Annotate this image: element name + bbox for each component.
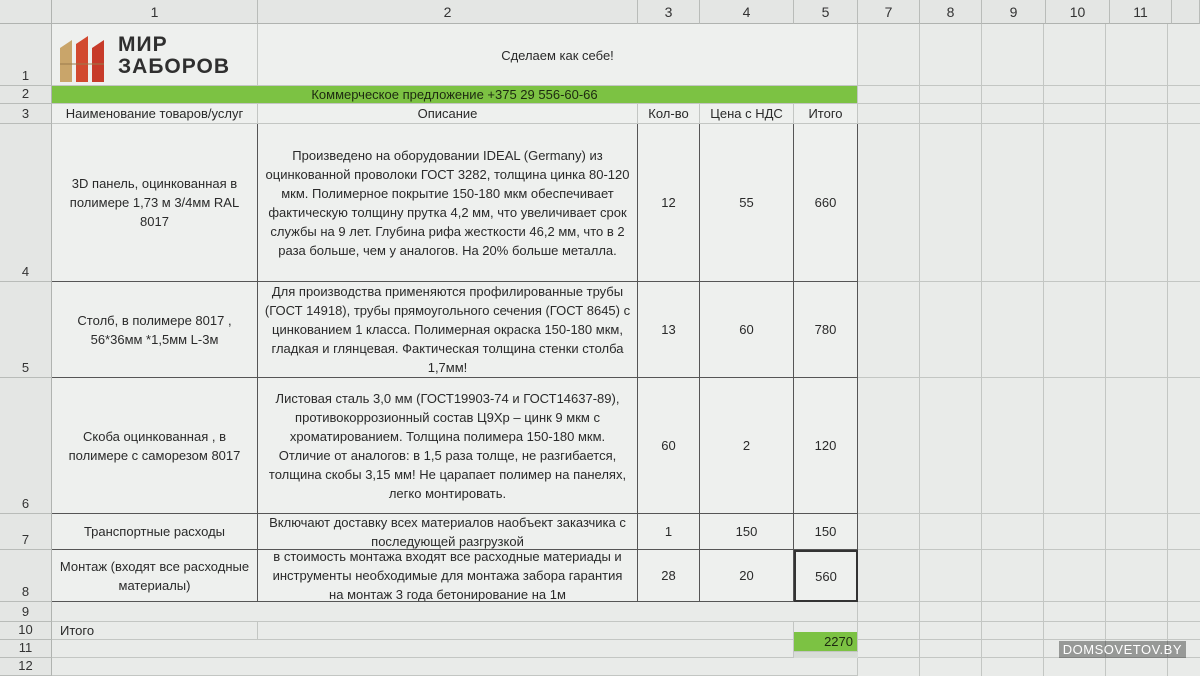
row-header-11[interactable]: 11 (0, 640, 52, 658)
summary-label-cell[interactable] (52, 622, 258, 640)
column-header-extra[interactable] (1172, 0, 1200, 24)
header-qty-text: Кол-во (648, 106, 689, 121)
item-name: Транспортные расходы (83, 524, 226, 539)
header-name-text: Наименование товаров/услуг (65, 106, 244, 121)
column-header-9[interactable]: 9 (982, 0, 1046, 24)
company-logo (58, 34, 118, 84)
table-row-name[interactable] (52, 124, 258, 282)
header-name[interactable] (52, 104, 258, 124)
column-header-5[interactable]: 5 (794, 0, 858, 24)
row-header-10[interactable]: 10 (0, 622, 52, 640)
item-price: 60 (739, 322, 754, 337)
empty-cell-r11[interactable] (52, 640, 794, 658)
table-row-description[interactable] (258, 514, 638, 550)
empty-row-9[interactable] (52, 602, 858, 622)
row-header-2[interactable]: 2 (0, 86, 52, 104)
table-row-qty[interactable] (638, 378, 700, 514)
slogan-cell[interactable] (258, 24, 858, 86)
column-header-11[interactable]: 11 (1110, 0, 1172, 24)
table-row-description[interactable] (258, 550, 638, 602)
item-description: Произведено на оборудовании IDEAL (Germany) из оцинкованной проволоки ГОСТ 3282, толщина цинка 80-120 мкм. Полимерное покрытие 150-180 мкм обеспечивает фактическую толщину прутка 4,2 мм, что увеличивает срок службы на 9 лет. Глубина рифа жесткости 46,2 мм, что в 2 раза больше, чем у аналогов. На 20% больше металла. (265, 147, 630, 258)
item-description: Для производства применяются профилированные трубы (ГОСТ 14918), трубы прямоугольного сечения (ГОСТ 8645) с цинкованием 1 класса. Полимерная окраска 150-180 мкм, гладкая и глянцевая. Фактическая толщина стенки столба 1,7мм! (264, 284, 631, 375)
table-row-price[interactable] (700, 282, 794, 378)
table-row-total[interactable] (794, 550, 858, 602)
header-description[interactable] (258, 104, 638, 124)
row-header-9[interactable]: 9 (0, 602, 52, 622)
item-price: 150 (735, 524, 758, 539)
row-header-7[interactable]: 7 (0, 514, 52, 550)
item-qty: 1 (664, 524, 673, 539)
table-row-name[interactable] (52, 378, 258, 514)
banner-text: Коммерческое предложение +375 29 556-60-66 (311, 87, 598, 102)
watermark: DOMSOVETOV.BY (1059, 641, 1186, 658)
row-header-5[interactable]: 5 (0, 282, 52, 378)
table-row-price[interactable] (700, 514, 794, 550)
logo-line-2: ЗАБОРОВ (118, 55, 230, 78)
table-row-description[interactable] (258, 282, 638, 378)
table-row-total[interactable] (794, 124, 858, 282)
item-price: 2 (742, 438, 751, 453)
item-description: Листовая сталь 3,0 мм (ГОСТ19903-74 и ГОСТ14637-89), противокоррозионный состав Ц9Хр – цинк 9 мкм с хроматированием. Толщина полимера 150-180 мкм. Отличие от аналогов: в 1,5 раза толще, не разгибается, толщина скобы 3,15 мм! Не царапает полимер на панелях, легко монтировать. (268, 390, 627, 501)
item-qty: 12 (661, 195, 676, 210)
item-total: 560 (815, 568, 837, 584)
header-total[interactable] (794, 104, 858, 124)
column-header-2[interactable]: 2 (258, 0, 638, 24)
column-header-7[interactable]: 7 (858, 0, 920, 24)
item-total: 150 (814, 524, 837, 539)
empty-row-lines (858, 24, 1200, 676)
table-row-name[interactable] (52, 550, 258, 602)
logo-line-1: МИР (118, 33, 168, 56)
row-header-3[interactable]: 3 (0, 104, 52, 124)
item-name: Монтаж (входят все расходные материалы) (59, 558, 250, 593)
item-qty: 60 (661, 438, 676, 453)
table-row-description[interactable] (258, 124, 638, 282)
item-description: Включают доставку всех материалов наобъект заказчика с последующей разгрузкой (269, 514, 626, 549)
item-qty: 13 (661, 322, 676, 337)
select-all-corner[interactable] (0, 0, 52, 24)
item-total: 780 (814, 322, 837, 337)
row-header-4[interactable]: 4 (0, 124, 52, 282)
table-row-total[interactable] (794, 378, 858, 514)
row-header-6[interactable]: 6 (0, 378, 52, 514)
grand-total-cell[interactable] (794, 632, 858, 652)
table-row-price[interactable] (700, 124, 794, 282)
table-row-total[interactable] (794, 282, 858, 378)
column-header-10[interactable]: 10 (1046, 0, 1110, 24)
item-name: 3D панель, оцинкованная в полимере 1,73 м 3/4мм RAL 8017 (69, 176, 240, 229)
item-total: 120 (814, 438, 837, 453)
empty-row-12[interactable] (52, 658, 858, 676)
summary-label: Итого (60, 623, 95, 638)
row-header-1[interactable]: 1 (0, 24, 52, 86)
slogan-text: Сделаем как себе! (501, 48, 614, 63)
column-header-8[interactable]: 8 (920, 0, 982, 24)
column-header-1[interactable]: 1 (52, 0, 258, 24)
table-row-qty[interactable] (638, 124, 700, 282)
item-price: 55 (739, 195, 754, 210)
table-row-qty[interactable] (638, 550, 700, 602)
item-description: в стоимость монтажа входят все расходные материады и инструменты необходимые для монтажа забора гарантия на монтаж 3 года бетонирование на 1м (272, 550, 623, 602)
empty-cell-r10[interactable] (258, 622, 794, 640)
item-total: 660 (814, 195, 837, 210)
table-row-price[interactable] (700, 550, 794, 602)
item-name: Скоба оцинкованная , в полимере с саморезом 8017 (68, 428, 241, 463)
table-row-total[interactable] (794, 514, 858, 550)
table-row-qty[interactable] (638, 514, 700, 550)
header-price-text: Цена с НДС (710, 106, 783, 121)
header-price[interactable] (700, 104, 794, 124)
logo-wordmark (118, 34, 230, 78)
table-row-price[interactable] (700, 378, 794, 514)
table-row-name[interactable] (52, 514, 258, 550)
table-row-qty[interactable] (638, 282, 700, 378)
column-header-4[interactable]: 4 (700, 0, 794, 24)
grand-total-value: 2270 (824, 634, 853, 649)
table-row-description[interactable] (258, 378, 638, 514)
header-description-text: Описание (417, 106, 478, 121)
row-header-12[interactable]: 12 (0, 658, 52, 676)
item-name: Столб, в полимере 8017 , 56*36мм *1,5мм L-3м (77, 312, 232, 347)
header-qty[interactable] (638, 104, 700, 124)
row-header-8[interactable]: 8 (0, 550, 52, 602)
banner-cell[interactable] (52, 86, 858, 104)
item-price: 20 (739, 568, 754, 583)
column-header-3[interactable]: 3 (638, 0, 700, 24)
item-qty: 28 (661, 568, 676, 583)
header-total-text: Итого (808, 106, 843, 121)
table-row-name[interactable] (52, 282, 258, 378)
